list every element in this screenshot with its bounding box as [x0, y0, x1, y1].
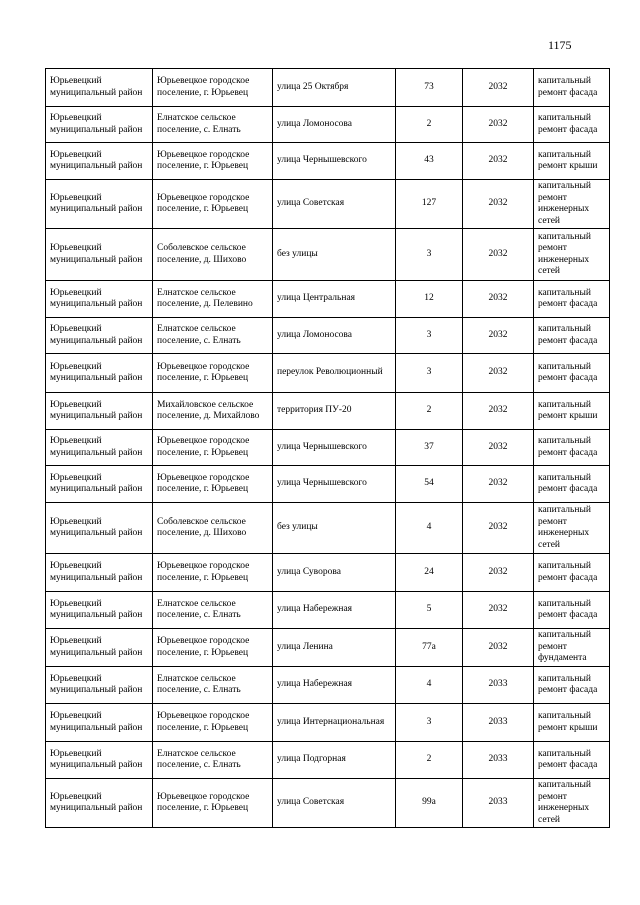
work-type-cell: капитальный ремонт фасада	[534, 466, 610, 503]
table-body	[46, 69, 610, 828]
house-number-cell: 99а	[396, 779, 463, 828]
house-number-cell: 2	[396, 107, 463, 143]
street-cell: улица Набережная	[273, 592, 396, 629]
settlement-cell: Елнатское сельское поселение, с. Елнать	[153, 742, 273, 779]
street-cell: территория ПУ-20	[273, 393, 396, 430]
table-row	[46, 107, 610, 143]
district-cell: Юрьевецкий муниципальный район	[46, 393, 153, 430]
work-type-cell: капитальный ремонт фундамента	[534, 629, 610, 667]
district-cell: Юрьевецкий муниципальный район	[46, 281, 153, 318]
settlement-cell: Елнатское сельское поселение, с. Елнать	[153, 318, 273, 354]
table-row	[46, 69, 610, 107]
work-type-cell: капитальный ремонт фасада	[534, 592, 610, 629]
year-cell: 2033	[463, 667, 534, 704]
district-cell: Юрьевецкий муниципальный район	[46, 107, 153, 143]
street-cell: улица Советская	[273, 779, 396, 828]
settlement-cell: Юрьевецкое городское поселение, г. Юрьевец	[153, 466, 273, 503]
house-number-cell: 3	[396, 704, 463, 742]
district-cell: Юрьевецкий муниципальный район	[46, 503, 153, 554]
year-cell: 2033	[463, 742, 534, 779]
settlement-cell: Юрьевецкое городское поселение, г. Юрьевец	[153, 354, 273, 393]
house-number-cell: 3	[396, 229, 463, 281]
work-type-cell: капитальный ремонт крыши	[534, 143, 610, 180]
street-cell: улица Суворова	[273, 554, 396, 592]
settlement-cell: Михайловское сельское поселение, д. Михайлово	[153, 393, 273, 430]
settlement-cell: Юрьевецкое городское поселение, г. Юрьевец	[153, 143, 273, 180]
year-cell: 2032	[463, 503, 534, 554]
house-number-cell: 4	[396, 503, 463, 554]
district-cell: Юрьевецкий муниципальный район	[46, 554, 153, 592]
district-cell: Юрьевецкий муниципальный район	[46, 667, 153, 704]
year-cell: 2032	[463, 466, 534, 503]
settlement-cell: Соболевское сельское поселение, д. Шихово	[153, 229, 273, 281]
street-cell: переулок Революционный	[273, 354, 396, 393]
settlement-cell: Елнатское сельское поселение, д. Пелевино	[153, 281, 273, 318]
work-type-cell: капитальный ремонт фасада	[534, 554, 610, 592]
house-number-cell: 43	[396, 143, 463, 180]
table-row	[46, 779, 610, 828]
settlement-cell: Елнатское сельское поселение, с. Елнать	[153, 592, 273, 629]
year-cell: 2032	[463, 354, 534, 393]
settlement-cell: Юрьевецкое городское поселение, г. Юрьевец	[153, 69, 273, 107]
settlement-cell: Юрьевецкое городское поселение, г. Юрьевец	[153, 430, 273, 466]
street-cell: улица Центральная	[273, 281, 396, 318]
house-number-cell: 3	[396, 318, 463, 354]
work-type-cell: капитальный ремонт фасада	[534, 430, 610, 466]
work-type-cell: капитальный ремонт инженерных сетей	[534, 180, 610, 229]
street-cell: улица Набережная	[273, 667, 396, 704]
house-number-cell: 24	[396, 554, 463, 592]
year-cell: 2032	[463, 107, 534, 143]
district-cell: Юрьевецкий муниципальный район	[46, 143, 153, 180]
settlement-cell: Юрьевецкое городское поселение, г. Юрьевец	[153, 704, 273, 742]
settlement-cell: Юрьевецкое городское поселение, г. Юрьевец	[153, 629, 273, 667]
work-type-cell: капитальный ремонт инженерных сетей	[534, 503, 610, 554]
table-row	[46, 742, 610, 779]
district-cell: Юрьевецкий муниципальный район	[46, 69, 153, 107]
district-cell: Юрьевецкий муниципальный район	[46, 229, 153, 281]
street-cell: улица Ленина	[273, 629, 396, 667]
table-row	[46, 503, 610, 554]
work-type-cell: капитальный ремонт фасада	[534, 318, 610, 354]
street-cell: улица Чернышевского	[273, 143, 396, 180]
repair-schedule-table	[45, 68, 610, 828]
district-cell: Юрьевецкий муниципальный район	[46, 466, 153, 503]
settlement-cell: Елнатское сельское поселение, с. Елнать	[153, 107, 273, 143]
house-number-cell: 5	[396, 592, 463, 629]
table-row	[46, 143, 610, 180]
year-cell: 2032	[463, 393, 534, 430]
year-cell: 2032	[463, 180, 534, 229]
settlement-cell: Юрьевецкое городское поселение, г. Юрьевец	[153, 779, 273, 828]
district-cell: Юрьевецкий муниципальный район	[46, 592, 153, 629]
work-type-cell: капитальный ремонт фасада	[534, 107, 610, 143]
table-row	[46, 229, 610, 281]
district-cell: Юрьевецкий муниципальный район	[46, 779, 153, 828]
year-cell: 2032	[463, 143, 534, 180]
table-row	[46, 629, 610, 667]
work-type-cell: капитальный ремонт инженерных сетей	[534, 229, 610, 281]
table-row	[46, 592, 610, 629]
street-cell: улица Ломоносова	[273, 318, 396, 354]
work-type-cell: капитальный ремонт фасада	[534, 742, 610, 779]
house-number-cell: 127	[396, 180, 463, 229]
year-cell: 2033	[463, 779, 534, 828]
year-cell: 2032	[463, 318, 534, 354]
work-type-cell: капитальный ремонт крыши	[534, 704, 610, 742]
table-row	[46, 318, 610, 354]
table-row	[46, 180, 610, 229]
district-cell: Юрьевецкий муниципальный район	[46, 318, 153, 354]
table-row	[46, 466, 610, 503]
table-row	[46, 281, 610, 318]
street-cell: улица Советская	[273, 180, 396, 229]
work-type-cell: капитальный ремонт фасада	[534, 69, 610, 107]
work-type-cell: капитальный ремонт инженерных сетей	[534, 779, 610, 828]
house-number-cell: 12	[396, 281, 463, 318]
house-number-cell: 2	[396, 742, 463, 779]
year-cell: 2032	[463, 430, 534, 466]
work-type-cell: капитальный ремонт фасада	[534, 281, 610, 318]
page-number: 1175	[548, 38, 572, 52]
year-cell: 2032	[463, 554, 534, 592]
district-cell: Юрьевецкий муниципальный район	[46, 742, 153, 779]
street-cell: улица Подгорная	[273, 742, 396, 779]
house-number-cell: 4	[396, 667, 463, 704]
work-type-cell: капитальный ремонт фасада	[534, 354, 610, 393]
street-cell: улица 25 Октября	[273, 69, 396, 107]
district-cell: Юрьевецкий муниципальный район	[46, 354, 153, 393]
work-type-cell: капитальный ремонт крыши	[534, 393, 610, 430]
year-cell: 2032	[463, 229, 534, 281]
table-row	[46, 354, 610, 393]
settlement-cell: Соболевское сельское поселение, д. Шихово	[153, 503, 273, 554]
table-row	[46, 667, 610, 704]
house-number-cell: 37	[396, 430, 463, 466]
house-number-cell: 2	[396, 393, 463, 430]
street-cell: улица Чернышевского	[273, 430, 396, 466]
year-cell: 2033	[463, 704, 534, 742]
settlement-cell: Юрьевецкое городское поселение, г. Юрьевец	[153, 180, 273, 229]
house-number-cell: 77а	[396, 629, 463, 667]
settlement-cell: Юрьевецкое городское поселение, г. Юрьевец	[153, 554, 273, 592]
house-number-cell: 3	[396, 354, 463, 393]
year-cell: 2032	[463, 281, 534, 318]
settlement-cell: Елнатское сельское поселение, с. Елнать	[153, 667, 273, 704]
year-cell: 2032	[463, 592, 534, 629]
house-number-cell: 54	[396, 466, 463, 503]
year-cell: 2032	[463, 69, 534, 107]
district-cell: Юрьевецкий муниципальный район	[46, 430, 153, 466]
work-type-cell: капитальный ремонт фасада	[534, 667, 610, 704]
year-cell: 2032	[463, 629, 534, 667]
street-cell: без улицы	[273, 229, 396, 281]
street-cell: улица Ломоносова	[273, 107, 396, 143]
street-cell: без улицы	[273, 503, 396, 554]
table-row	[46, 430, 610, 466]
table-row	[46, 393, 610, 430]
district-cell: Юрьевецкий муниципальный район	[46, 180, 153, 229]
district-cell: Юрьевецкий муниципальный район	[46, 704, 153, 742]
house-number-cell: 73	[396, 69, 463, 107]
table-row	[46, 554, 610, 592]
table-row	[46, 704, 610, 742]
street-cell: улица Интернациональная	[273, 704, 396, 742]
street-cell: улица Чернышевского	[273, 466, 396, 503]
district-cell: Юрьевецкий муниципальный район	[46, 629, 153, 667]
